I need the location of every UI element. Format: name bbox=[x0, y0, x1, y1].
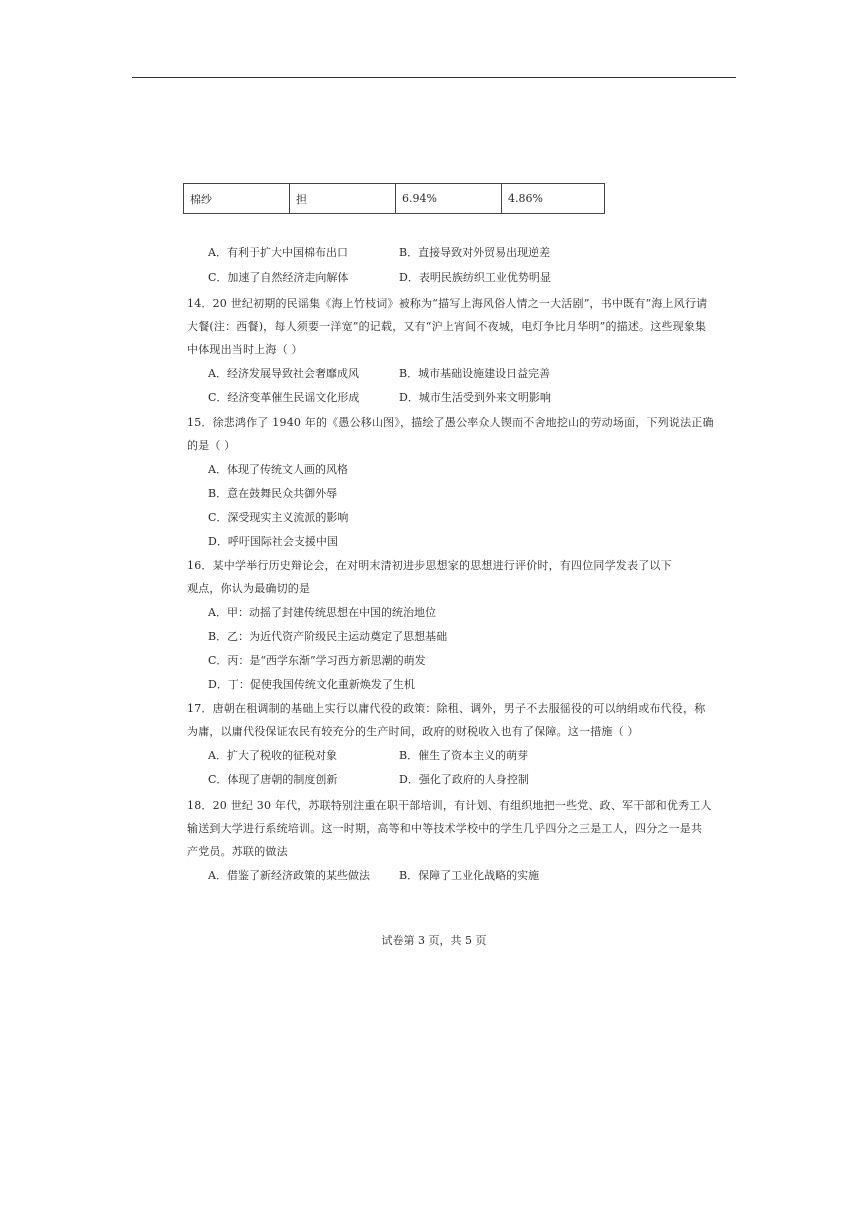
header-rule bbox=[132, 77, 736, 78]
q16-option-a: A．甲：动摇了封建传统思想在中国的统治地位 bbox=[208, 606, 436, 619]
q17-stem-line-2: 为庸，以庸代役保证农民有较充分的生产时间，政府的财税收入也有了保障。这一措施（ ） bbox=[187, 725, 639, 738]
q17-option-d: D．强化了政府的人身控制 bbox=[399, 773, 529, 786]
q14-option-b: B．城市基础设施建设日益完善 bbox=[399, 367, 551, 380]
q14-option-d: D．城市生活受到外来文明影响 bbox=[399, 391, 551, 404]
q17-option-c: C．体现了唐朝的制度创新 bbox=[208, 773, 338, 786]
q15-option-a: A．体现了传统文人画的风格 bbox=[208, 463, 348, 476]
q13-option-a: A．有利于扩大中国棉布出口 bbox=[208, 246, 348, 259]
q14-stem-line-2: 大餐(注：西餐)，每人须要一洋宽”的记载，又有“沪上宵间不夜城，电灯争比月华明”的描述。这些现象集 bbox=[187, 320, 707, 333]
q17-option-a: A．扩大了税收的征税对象 bbox=[208, 749, 337, 762]
q15-stem-line-1: 15．徐悲鸿作了 1940 年的《愚公移山图》，描绘了愚公率众人锲而不舍地挖山的劳动场面，下列说法正确 bbox=[187, 416, 714, 429]
q18-option-a: A．借鉴了新经济政策的某些做法 bbox=[208, 869, 370, 882]
page-footer: 试卷第 3 页，共 5 页 bbox=[381, 934, 487, 947]
q18-stem-line-2: 输送到大学进行系统培训。这一时期，高等和中等技术学校中的学生几乎四分之三是工人，四分之一是共 bbox=[187, 822, 703, 835]
q18-stem-line-3: 产党员。苏联的做法 bbox=[187, 845, 288, 858]
q15-stem-line-2: 的是（ ） bbox=[187, 439, 236, 452]
q18-stem-line-1: 18．20 世纪 30 年代，苏联特别注重在职干部培训，有计划、有组织地把一些党、政、军干部和优秀工人 bbox=[187, 799, 712, 812]
table-cell-value-2: 4.86% bbox=[502, 184, 605, 214]
q18-option-b: B．保障了工业化战略的实施 bbox=[399, 869, 540, 882]
table-cell-value-1: 6.94% bbox=[396, 184, 502, 214]
q14-option-a: A．经济发展导致社会奢靡成风 bbox=[208, 367, 359, 380]
data-table bbox=[183, 183, 605, 214]
q17-stem-line-1: 17．唐朝在租调制的基础上实行以庸代役的政策：除租、调外，男子不去服徭役的可以纳绢或布代役，称 bbox=[187, 702, 706, 715]
table-cell-item: 棉纱 bbox=[184, 184, 290, 214]
q14-stem-line-1: 14．20 世纪初期的民谣集《海上竹枝词》被称为“描写上海风俗人情之一大活剧”，书中既有“海上风行请 bbox=[187, 297, 708, 310]
q16-option-c: C．丙：是“西学东渐”学习西方新思潮的萌发 bbox=[208, 654, 426, 667]
q15-option-d: D．呼吁国际社会支援中国 bbox=[208, 535, 338, 548]
q15-option-b: B．意在鼓舞民众共御外辱 bbox=[208, 487, 338, 500]
q15-option-c: C．深受现实主义流派的影响 bbox=[208, 511, 349, 524]
q16-stem-line-1: 16．某中学举行历史辩论会，在对明末清初进步思想家的思想进行评价时，有四位同学发表了以下 bbox=[187, 559, 672, 572]
q14-option-c: C．经济变革催生民谣文化形成 bbox=[208, 391, 360, 404]
q13-option-c: C．加速了自然经济走向解体 bbox=[208, 271, 349, 284]
table-row bbox=[184, 184, 605, 214]
table-cell-unit: 担 bbox=[290, 184, 396, 214]
q16-option-d: D．丁：促使我国传统文化重新焕发了生机 bbox=[208, 678, 415, 691]
q14-stem-line-3: 中体现出当时上海（ ） bbox=[187, 343, 303, 356]
q16-option-b: B．乙：为近代资产阶级民主运动奠定了思想基础 bbox=[208, 630, 448, 643]
q13-option-d: D．表明民族纺织工业优势明显 bbox=[399, 271, 551, 284]
q16-stem-line-2: 观点，你认为最确切的是 bbox=[187, 582, 311, 595]
q17-option-b: B．催生了资本主义的萌芽 bbox=[399, 749, 529, 762]
q13-option-b: B．直接导致对外贸易出现逆差 bbox=[399, 246, 551, 259]
